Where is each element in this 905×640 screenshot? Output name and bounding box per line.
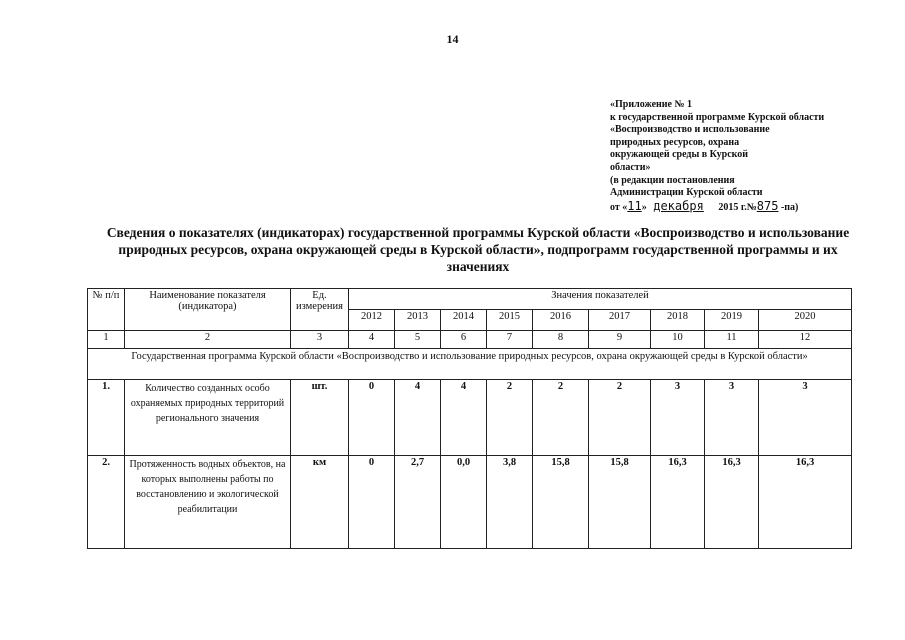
column-number: 7 bbox=[487, 331, 533, 349]
header-year: 2017 bbox=[589, 310, 651, 331]
header-year: 2019 bbox=[705, 310, 759, 331]
header-unit: Ед. измерения bbox=[291, 289, 349, 331]
header-year: 2015 bbox=[487, 310, 533, 331]
indicator-value: 16,3 bbox=[705, 456, 759, 549]
indicator-name: Количество созданных особо охраняемых природных территорий регионального значения bbox=[125, 380, 291, 456]
column-number: 6 bbox=[441, 331, 487, 349]
date-quote: » bbox=[641, 201, 647, 213]
column-number: 10 bbox=[651, 331, 705, 349]
header-year: 2013 bbox=[395, 310, 441, 331]
page-number: 14 bbox=[446, 32, 459, 46]
indicator-value: 2 bbox=[487, 380, 533, 456]
header-values: Значения показателей bbox=[349, 289, 852, 310]
indicator-value: 15,8 bbox=[533, 456, 589, 549]
appendix-line: природных ресурсов, охрана bbox=[610, 136, 740, 148]
table-row bbox=[88, 456, 852, 549]
column-number: 9 bbox=[589, 331, 651, 349]
header-year: 2014 bbox=[441, 310, 487, 331]
appendix-line: (в редакции постановления bbox=[610, 174, 735, 186]
indicator-unit: км bbox=[291, 456, 349, 549]
column-number: 5 bbox=[395, 331, 441, 349]
row-number: 2. bbox=[88, 456, 125, 549]
indicator-value: 4 bbox=[395, 380, 441, 456]
header-number: № п/п bbox=[88, 289, 125, 331]
table-row bbox=[88, 380, 852, 456]
date-prefix: от « bbox=[610, 201, 628, 213]
column-number: 1 bbox=[88, 331, 125, 349]
indicator-unit: шт. bbox=[291, 380, 349, 456]
indicator-name: Протяженность водных объектов, на которых выполнены работы по восстановлению и экологической реабилитации bbox=[125, 456, 291, 549]
header-year: 2018 bbox=[651, 310, 705, 331]
indicator-value: 3 bbox=[651, 380, 705, 456]
header-year: 2012 bbox=[349, 310, 395, 331]
column-number: 11 bbox=[705, 331, 759, 349]
indicator-value: 3 bbox=[705, 380, 759, 456]
header-year: 2020 bbox=[759, 310, 852, 331]
indicator-value: 4 bbox=[441, 380, 487, 456]
header-year: 2016 bbox=[533, 310, 589, 331]
appendix-line: окружающей среды в Курской bbox=[610, 149, 749, 161]
indicator-value: 2,7 bbox=[395, 456, 441, 549]
appendix-line: области» bbox=[610, 161, 651, 173]
indicator-value: 16,3 bbox=[651, 456, 705, 549]
indicator-value: 0 bbox=[349, 456, 395, 549]
column-number: 4 bbox=[349, 331, 395, 349]
indicator-value: 2 bbox=[589, 380, 651, 456]
date-year: 2015 г.№ bbox=[718, 201, 757, 213]
header-indicator-name: Наименование показателя (индикатора) bbox=[125, 289, 291, 331]
document-title: Сведения о показателях (индикаторах) государственной программы Курской области «Воспроизводство и использование природных ресурсов, охрана окружающей среды в Курской области», подпрограмм государственной программы и их значениях bbox=[106, 225, 850, 274]
appendix-line: к государственной программе Курской области bbox=[610, 111, 825, 123]
indicator-value: 15,8 bbox=[589, 456, 651, 549]
indicator-value: 0,0 bbox=[441, 456, 487, 549]
appendix-line: Администрации Курской области bbox=[610, 187, 763, 199]
appendix-header bbox=[610, 99, 880, 214]
column-number: 8 bbox=[533, 331, 589, 349]
row-number: 1. bbox=[88, 380, 125, 456]
column-number: 3 bbox=[291, 331, 349, 349]
indicator-value: 3 bbox=[759, 380, 852, 456]
indicator-value: 3,8 bbox=[487, 456, 533, 549]
column-number: 12 bbox=[759, 331, 852, 349]
column-number: 2 bbox=[125, 331, 291, 349]
indicator-value: 2 bbox=[533, 380, 589, 456]
date-suffix: -па) bbox=[780, 201, 799, 213]
appendix-line: «Приложение № 1 bbox=[610, 99, 693, 110]
date-month: декабря bbox=[653, 198, 704, 213]
program-row: Государственная программа Курской области «Воспроизводство и использование природных ресурсов, охрана окружающей среды в Курской области» bbox=[88, 349, 852, 380]
appendix-date-line bbox=[610, 200, 880, 215]
indicator-value: 0 bbox=[349, 380, 395, 456]
document-number: 875 bbox=[756, 198, 779, 213]
appendix-line: «Воспроизводство и использование bbox=[610, 124, 770, 136]
date-day: 11 bbox=[627, 198, 642, 213]
indicators-table bbox=[87, 288, 852, 549]
indicator-value: 16,3 bbox=[759, 456, 852, 549]
